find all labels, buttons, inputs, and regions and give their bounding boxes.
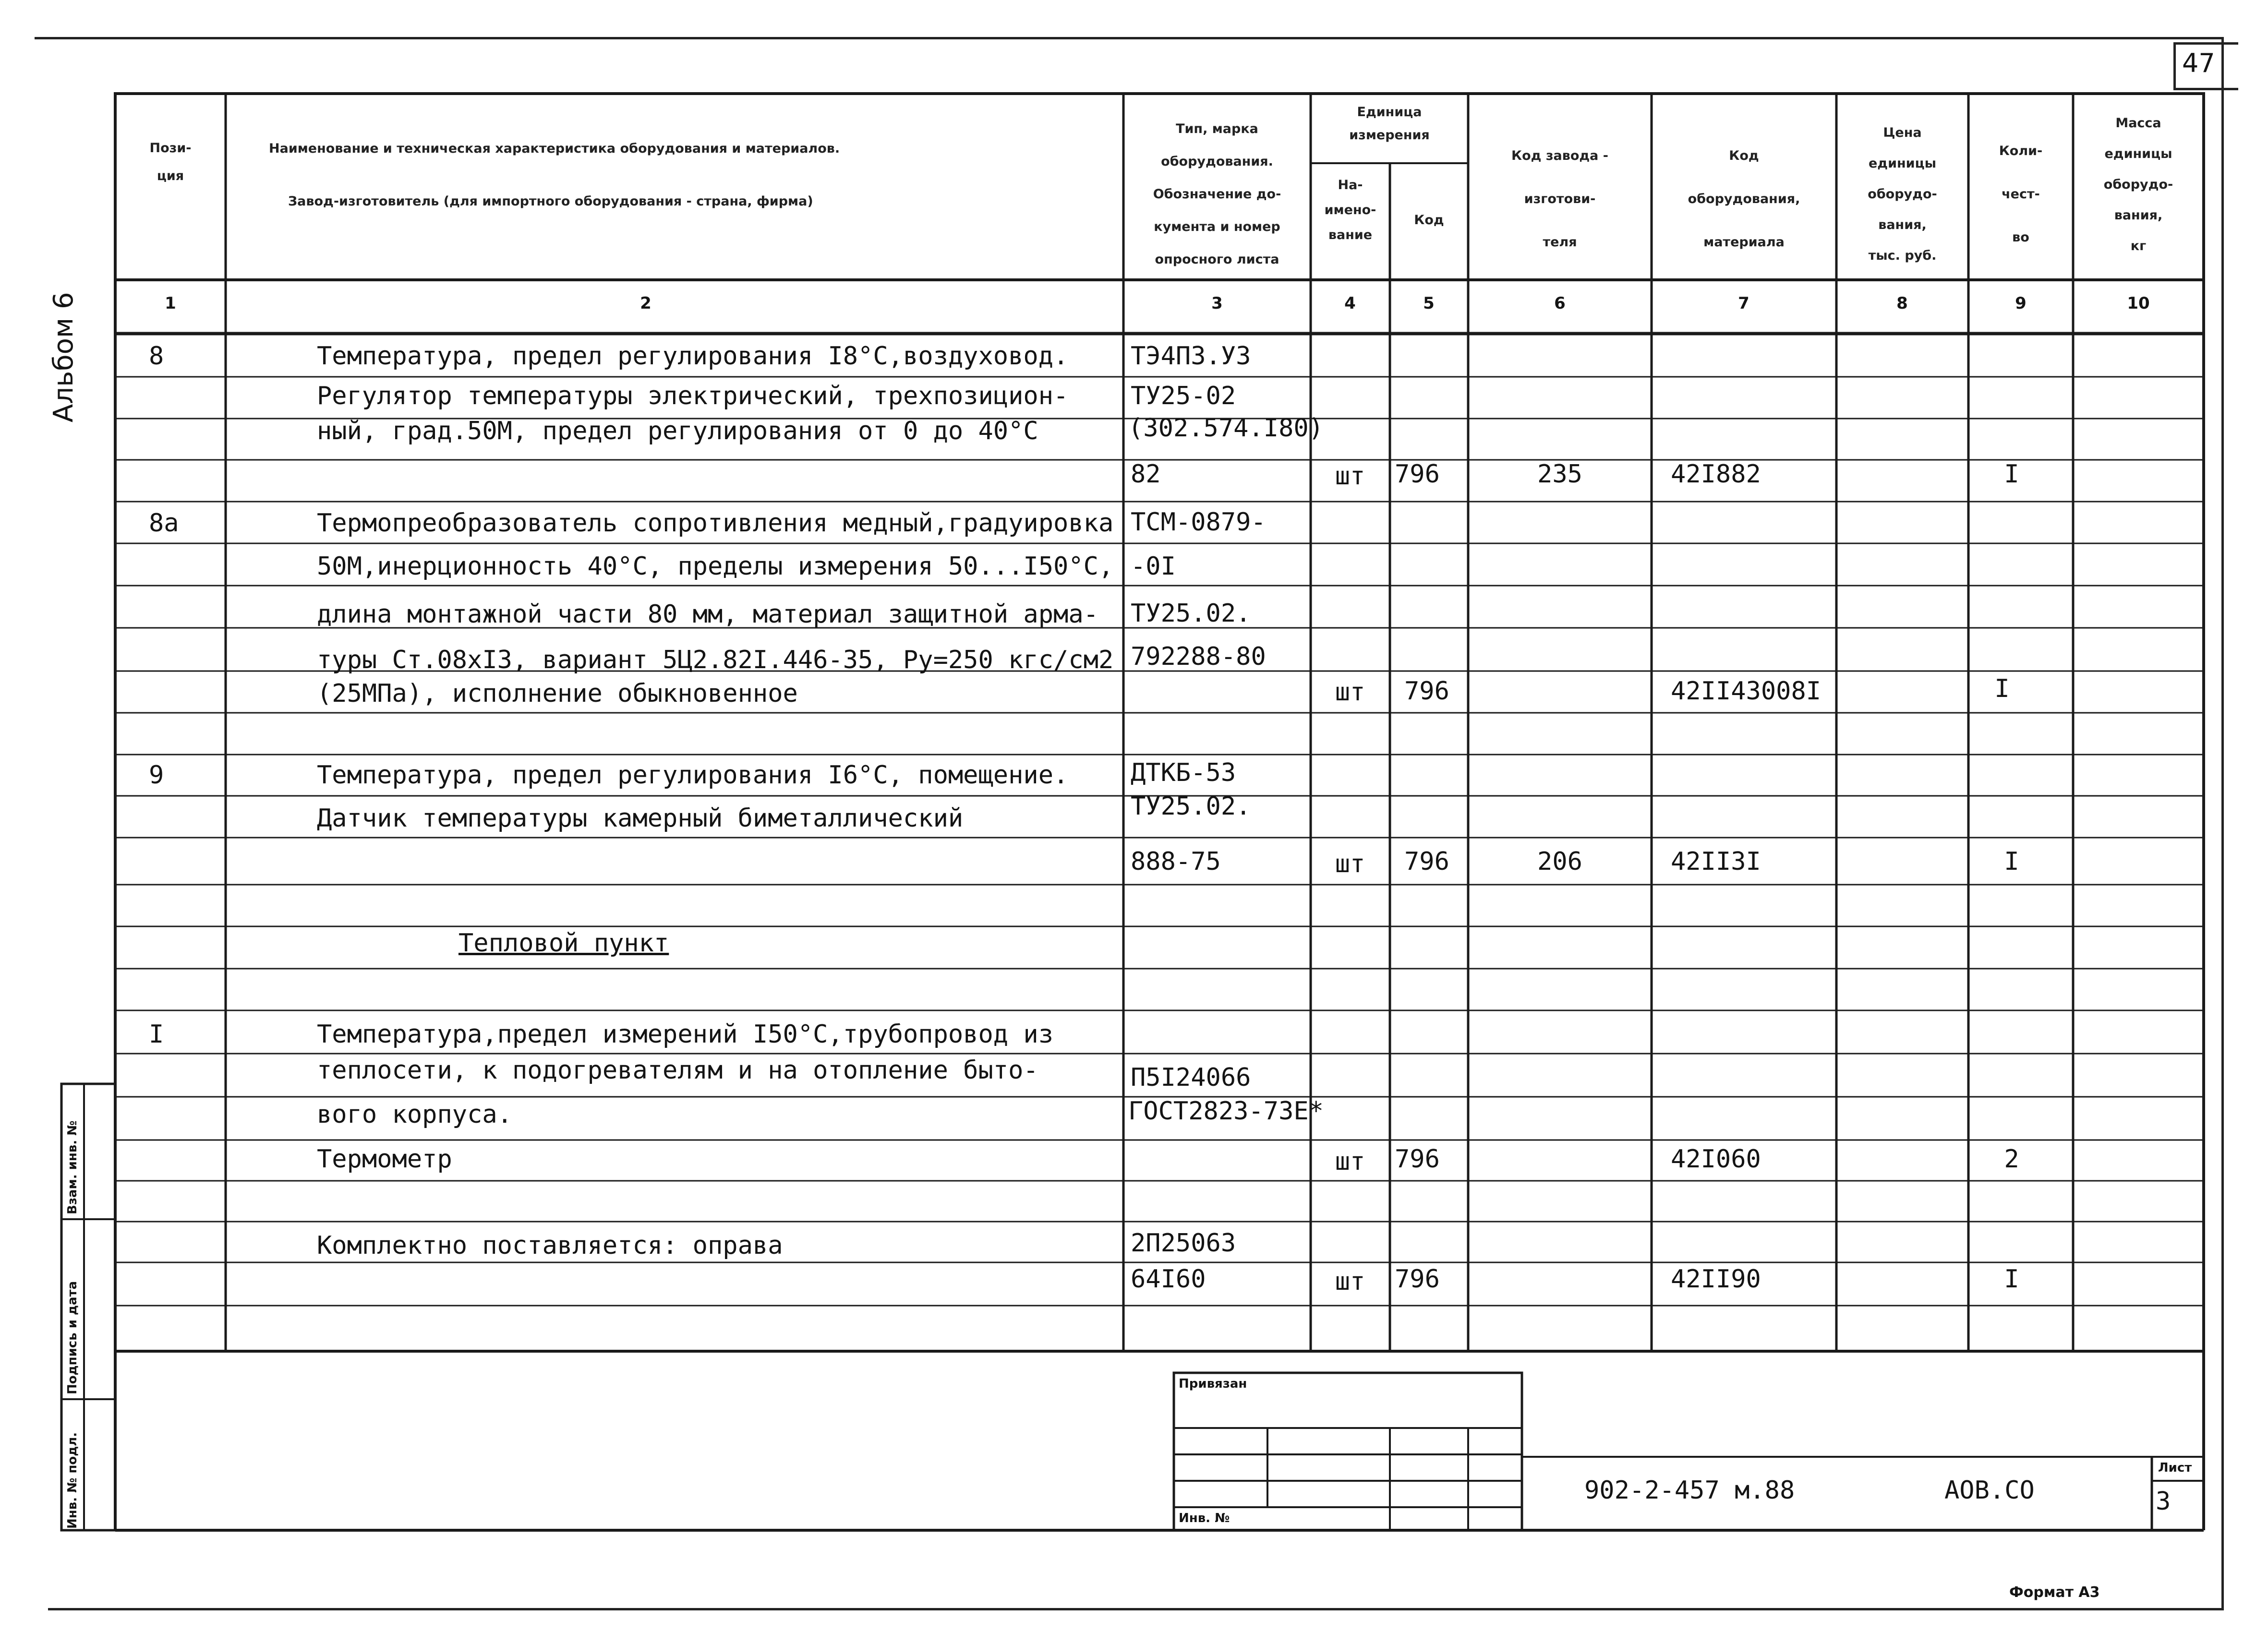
header-c9: Коли- чест- во [1999, 144, 2043, 245]
side-stamp-signature: Подпись и дата [65, 1281, 80, 1394]
row-3-plant: 235 [1537, 460, 1582, 489]
header-c2-line2: Завод-изготовитель (для импортного оборудования - страна, фирма) [288, 194, 813, 209]
side-stamp-replace: Взам. инв. № [65, 1120, 80, 1214]
section-title: Тепловой пункт [458, 929, 669, 958]
row-22-unit: шт [1335, 1267, 1365, 1296]
row-2-type: (302.574.I80) [1128, 414, 1324, 443]
row-0-name: Температура, предел регулирования I8°C,воздуховод. [317, 342, 1069, 371]
row-3-equip: 42I882 [1671, 460, 1761, 489]
header-c8: Цена единицы оборудо- вания, тыс. руб. [1868, 125, 1937, 263]
row-22-equip: 42II90 [1671, 1265, 1761, 1294]
row-18-type: ГОСТ2823-73Е* [1128, 1097, 1324, 1126]
row-1-name: Регулятор температуры электрический, трехпозицион- [317, 382, 1069, 410]
sheet-number: 3 [2156, 1487, 2171, 1516]
row-4-type: ТСМ-0879- [1131, 508, 1266, 537]
row-11-type: ТУ25.02. [1131, 792, 1251, 821]
header-c3: Тип, марка оборудования. Обозначение до- кумента и номер опросного листа [1153, 121, 1281, 267]
row-8-equip: 42II43008I [1671, 677, 1822, 706]
row-19-name: Термометр [317, 1145, 452, 1174]
row-10-name: Температура, предел регулирования I6°C, помещение. [317, 761, 1069, 790]
row-22-qty: I [2004, 1265, 2019, 1294]
header-c45: Единица измерения [1349, 105, 1430, 143]
header-c10: Масса единицы оборудо- вания, кг [2103, 116, 2173, 253]
row-7-name: туры Ст.08хI3, вариант 5Ц2.82I.446-35, Ру=250 кгс/см2 [317, 646, 1114, 674]
inv-no-label: Инв. № [1179, 1511, 1230, 1525]
header-c4: На- имено- вание [1324, 178, 1376, 242]
row-11-name: Датчик температуры камерный биметаллический [317, 804, 964, 833]
row-5-name: 50М,инерционность 40°C, пределы измерения 50...I50°C, [317, 552, 1114, 581]
row-12-plant: 206 [1537, 847, 1582, 876]
row-8-name: (25МПа), исполнение обыкновенное [317, 679, 798, 708]
row-16-pos: I [149, 1020, 164, 1049]
header-c1: Пози- ция [149, 141, 192, 183]
row-19-qty: 2 [2004, 1145, 2019, 1174]
row-12-qty: I [2004, 847, 2019, 876]
row-12-code: 796 [1404, 847, 1449, 876]
row-10-pos: 9 [149, 761, 164, 790]
header-c5: Код [1414, 213, 1444, 228]
page-number: 47 [2182, 48, 2215, 78]
row-10-type: ДТКБ-53 [1131, 758, 1236, 787]
header-c6: Код завода - изготови- теля [1511, 148, 1608, 250]
row-8-qty: I [1994, 674, 2010, 703]
row-12-type: 888-75 [1131, 847, 1221, 876]
row-1-type: ТУ25-02 [1131, 382, 1236, 410]
row-18-name: вого корпуса. [317, 1100, 512, 1129]
row-19-code: 796 [1395, 1145, 1440, 1174]
row-17-name: теплосети, к подогревателям и на отопление быто- [317, 1056, 1038, 1085]
sheet-code: АОВ.СО [1944, 1476, 2035, 1505]
row-22-code: 796 [1395, 1265, 1440, 1294]
row-4-name: Термопреобразователь сопротивления медный,градуировка [317, 509, 1114, 538]
row-3-qty: I [2004, 460, 2019, 489]
privyazan-label: Привязан [1179, 1377, 1247, 1391]
row-12-unit: шт [1335, 850, 1365, 878]
row-12-equip: 42II3I [1671, 847, 1761, 876]
row-21-name: Комплектно поставляется: оправа [317, 1231, 783, 1260]
format-label: Формат А3 [2009, 1584, 2100, 1601]
row-0-pos: 8 [149, 342, 164, 371]
row-22-type: 64I60 [1131, 1265, 1206, 1294]
row-3-type: 82 [1131, 460, 1161, 489]
row-6-type: ТУ25.02. [1131, 599, 1251, 628]
side-stamp-inventory: Инв. № подл. [65, 1432, 80, 1529]
row-6-name: длина монтажной части 80 мм, материал защитной арма- [317, 600, 1098, 629]
row-8-unit: шт [1335, 678, 1365, 707]
sheet-label: Лист [2158, 1461, 2192, 1475]
row-2-name: ный, град.50М, предел регулирования от 0 до 40°C [317, 417, 1038, 445]
album-label: Альбом 6 [48, 292, 79, 422]
row-4-pos: 8а [149, 509, 179, 538]
header-c2-line1: Наименование и техническая характеристика оборудования и материалов. [269, 141, 840, 156]
row-17-type: П5I24066 [1131, 1063, 1251, 1092]
row-19-unit: шт [1335, 1147, 1365, 1176]
document-code: 902-2-457 м.88 [1584, 1476, 1795, 1505]
header-c7: Код оборудования, материала [1688, 148, 1800, 250]
row-19-equip: 42I060 [1671, 1145, 1761, 1174]
row-7-type: 792288-80 [1131, 642, 1266, 671]
row-0-type: ТЭ4П3.У3 [1131, 342, 1251, 371]
row-3-code: 796 [1395, 460, 1440, 489]
row-21-type: 2П25063 [1131, 1229, 1236, 1258]
row-16-name: Температура,предел измерений I50°C,трубопровод из [317, 1020, 1054, 1049]
row-5-type: -0I [1131, 552, 1176, 581]
row-8-code: 796 [1404, 677, 1449, 706]
row-3-unit: шт [1335, 462, 1365, 491]
